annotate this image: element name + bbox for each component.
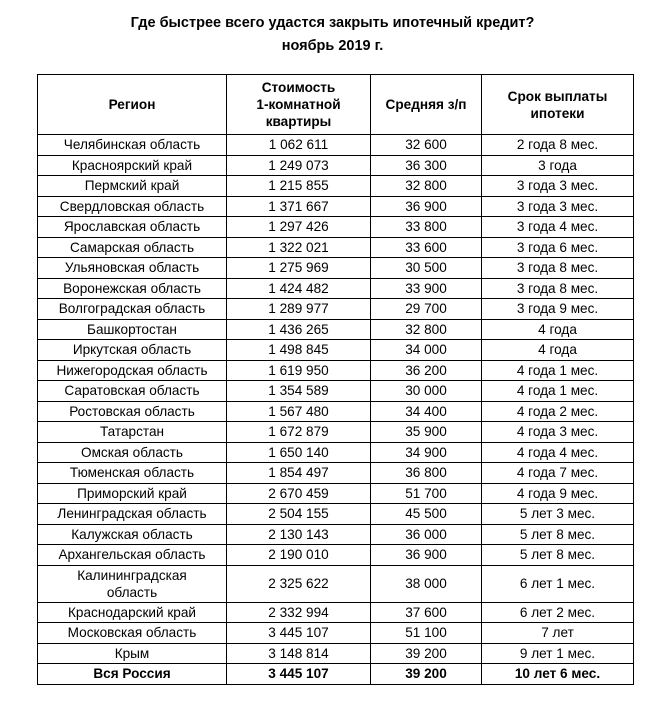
cell-salary: 36 800 [371, 463, 482, 484]
cell-salary: 36 300 [371, 155, 482, 176]
cell-price: 1 424 482 [227, 278, 371, 299]
cell-region: Калужская область [38, 524, 227, 545]
cell-term: 7 лет [482, 623, 634, 644]
cell-price: 2 332 994 [227, 602, 371, 623]
cell-term: 3 года 3 мес. [482, 176, 634, 197]
cell-region: Нижегородская область [38, 360, 227, 381]
cell-region: Красноярский край [38, 155, 227, 176]
cell-price: 1 322 021 [227, 237, 371, 258]
cell-price: 1 619 950 [227, 360, 371, 381]
mortgage-table [37, 74, 634, 685]
table-row [38, 524, 634, 545]
cell-salary: 36 900 [371, 196, 482, 217]
cell-salary: 36 200 [371, 360, 482, 381]
cell-region: Саратовская область [38, 381, 227, 402]
table-row [38, 258, 634, 279]
table-row [38, 422, 634, 443]
table-row [38, 278, 634, 299]
cell-salary: 45 500 [371, 504, 482, 525]
cell-term: 10 лет 6 мес. [482, 664, 634, 685]
cell-price: 2 670 459 [227, 483, 371, 504]
cell-term: 4 года [482, 319, 634, 340]
table-row [38, 483, 634, 504]
header-salary: Средняя з/п [371, 75, 482, 135]
cell-term: 5 лет 3 мес. [482, 504, 634, 525]
cell-region: Ростовская область [38, 401, 227, 422]
cell-price: 2 190 010 [227, 545, 371, 566]
table-row [38, 565, 634, 602]
cell-region: Ульяновская область [38, 258, 227, 279]
cell-salary: 34 400 [371, 401, 482, 422]
title-main: Где быстрее всего удастся закрыть ипотечный кредит? [130, 15, 535, 31]
table-row [38, 176, 634, 197]
cell-term: 3 года 8 мес. [482, 258, 634, 279]
cell-price: 1 297 426 [227, 217, 371, 238]
cell-price: 3 445 107 [227, 664, 371, 685]
cell-price: 2 325 622 [227, 565, 371, 602]
cell-term: 4 года 4 мес. [482, 442, 634, 463]
cell-salary: 36 900 [371, 545, 482, 566]
cell-salary: 39 200 [371, 643, 482, 664]
cell-price: 2 504 155 [227, 504, 371, 525]
cell-price: 1 289 977 [227, 299, 371, 320]
cell-salary: 51 700 [371, 483, 482, 504]
cell-price: 1 498 845 [227, 340, 371, 361]
cell-term: 4 года 2 мес. [482, 401, 634, 422]
cell-price: 1 249 073 [227, 155, 371, 176]
header-term-line: Срок выплаты [507, 88, 608, 104]
table-row [38, 643, 634, 664]
cell-price: 1 650 140 [227, 442, 371, 463]
cell-region: Татарстан [38, 422, 227, 443]
cell-term: 4 года [482, 340, 634, 361]
table-row [38, 602, 634, 623]
cell-salary: 33 800 [371, 217, 482, 238]
cell-salary: 37 600 [371, 602, 482, 623]
cell-region: Самарская область [38, 237, 227, 258]
table-row [38, 381, 634, 402]
table-row [38, 237, 634, 258]
cell-term: 6 лет 1 мес. [482, 565, 634, 602]
table-row [38, 442, 634, 463]
cell-price: 3 445 107 [227, 623, 371, 644]
cell-region: Тюменская область [38, 463, 227, 484]
table-total-row [38, 664, 634, 685]
header-price [227, 75, 371, 135]
table-row [38, 401, 634, 422]
cell-salary: 34 900 [371, 442, 482, 463]
cell-region: Воронежская область [38, 278, 227, 299]
cell-salary: 51 100 [371, 623, 482, 644]
cell-price: 1 371 667 [227, 196, 371, 217]
cell-price: 1 215 855 [227, 176, 371, 197]
cell-salary: 32 800 [371, 176, 482, 197]
table-row [38, 155, 634, 176]
cell-price: 3 148 814 [227, 643, 371, 664]
cell-term: 3 года 8 мес. [482, 278, 634, 299]
table-row [38, 196, 634, 217]
header-term-line: ипотеки [530, 105, 585, 121]
cell-region: Ленинградская область [38, 504, 227, 525]
cell-price: 1 354 589 [227, 381, 371, 402]
cell-term: 5 лет 8 мес. [482, 545, 634, 566]
cell-term: 9 лет 1 мес. [482, 643, 634, 664]
table-row [38, 360, 634, 381]
table-row [38, 217, 634, 238]
cell-price: 1 567 480 [227, 401, 371, 422]
cell-term: 4 года 1 мес. [482, 360, 634, 381]
table-row [38, 504, 634, 525]
cell-salary: 30 000 [371, 381, 482, 402]
cell-price: 1 854 497 [227, 463, 371, 484]
header-price-line: Стоимость [261, 80, 336, 95]
table-row [38, 340, 634, 361]
cell-salary: 38 000 [371, 565, 482, 602]
cell-price: 1 062 611 [227, 135, 371, 156]
cell-region: Пермский край [38, 176, 227, 197]
table-row [38, 135, 634, 156]
cell-salary: 36 000 [371, 524, 482, 545]
cell-region: Приморский край [38, 483, 227, 504]
table-row [38, 319, 634, 340]
cell-term: 3 года 6 мес. [482, 237, 634, 258]
cell-salary: 39 200 [371, 664, 482, 685]
cell-term: 4 года 1 мес. [482, 381, 634, 402]
cell-salary: 34 000 [371, 340, 482, 361]
cell-price: 2 130 143 [227, 524, 371, 545]
cell-term: 3 года 9 мес. [482, 299, 634, 320]
cell-salary: 33 600 [371, 237, 482, 258]
cell-region: Волгоградская область [38, 299, 227, 320]
cell-term: 6 лет 2 мес. [482, 602, 634, 623]
cell-region: Ярославская область [38, 217, 227, 238]
header-region: Регион [38, 75, 227, 135]
cell-region: Иркутская область [38, 340, 227, 361]
cell-term: 4 года 7 мес. [482, 463, 634, 484]
cell-price: 1 672 879 [227, 422, 371, 443]
table-header-row [38, 75, 634, 135]
table-row [38, 545, 634, 566]
cell-term: 4 года 9 мес. [482, 483, 634, 504]
cell-salary: 35 900 [371, 422, 482, 443]
cell-region: Архангельская область [38, 545, 227, 566]
cell-term: 3 года 3 мес. [482, 196, 634, 217]
cell-region: Калининградская область [38, 565, 227, 602]
cell-region: Башкортостан [38, 319, 227, 340]
cell-term: 2 года 8 мес. [482, 135, 634, 156]
document-title [0, 12, 665, 58]
cell-salary: 33 900 [371, 278, 482, 299]
cell-price: 1 275 969 [227, 258, 371, 279]
cell-salary: 30 500 [371, 258, 482, 279]
cell-term: 5 лет 8 мес. [482, 524, 634, 545]
cell-region: Московская область [38, 623, 227, 644]
cell-salary: 29 700 [371, 299, 482, 320]
cell-salary: 32 800 [371, 319, 482, 340]
cell-term: 4 года 3 мес. [482, 422, 634, 443]
table-row [38, 463, 634, 484]
table-row [38, 623, 634, 644]
cell-region: Челябинская область [38, 135, 227, 156]
cell-salary: 32 600 [371, 135, 482, 156]
cell-price: 1 436 265 [227, 319, 371, 340]
cell-term: 3 года [482, 155, 634, 176]
cell-region: Вся Россия [38, 664, 227, 685]
header-term [482, 75, 634, 135]
header-price-line: квартиры [265, 114, 332, 129]
cell-region: Краснодарский край [38, 602, 227, 623]
cell-region: Омская область [38, 442, 227, 463]
table-row [38, 299, 634, 320]
header-price-line: 1-комнатной [256, 97, 341, 112]
title-date: ноябрь 2019 г. [281, 38, 384, 54]
cell-term: 3 года 4 мес. [482, 217, 634, 238]
cell-region: Крым [38, 643, 227, 664]
cell-region: Свердловская область [38, 196, 227, 217]
